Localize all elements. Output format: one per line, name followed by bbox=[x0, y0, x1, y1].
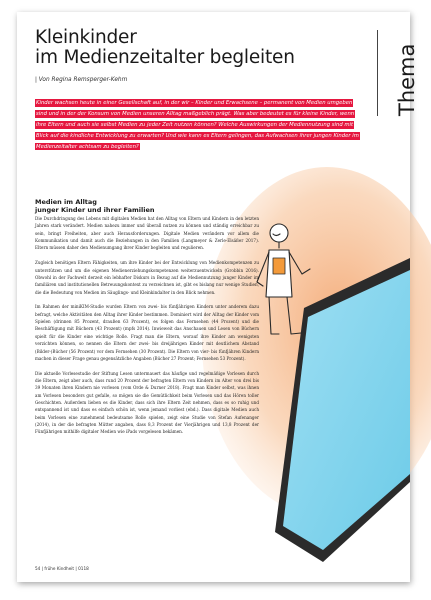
body-paragraph-2: Zugleich benötigen Eltern Fähigkeiten, um ihre Kinder bei der Entwicklung von Medienkompetenzen zu unterstützen und um die eigenen Medienerziehungskompetenzen weiterzuentwickeln (Grobbin 2016). Obwohl in der Fachwelt derzeit ein lebhafter Diskurs in Bezug auf die Mediennutzung junger Kinder im familiären und institutionellen Betreuungskontext zu verzeichnen ist, gibt es bislang nur wenige Studien, die die Bedeutung von Medien im Säuglings- und Kleinkindalter in den Blick nehmen. bbox=[35, 260, 259, 295]
section-heading-line-2: junger Kinder und ihrer Familien bbox=[35, 206, 155, 214]
author-byline: | Von Regina Remsperger-Kehm bbox=[35, 77, 128, 83]
body-paragraph-3: Im Rahmen der miniKIM-Studie wurden Eltern von zwei- bis fünfjährigen Kindern unter anderem dazu befragt, welche Aktivitäten den Alltag ihrer Kinder bestimmen. Dominiert wird der Alltag der Kinder vom Spielen (drinnen 85 Prozent, draußen 63 Prozent), es folgen das Fernsehen (44 Prozent) und die Beschäftigung mit Büchern (43 Prozent) (mpfs 2014). Inwieweit das Anschauen und Lesen von Büchern spielt für die Kinder eine wichtige Rolle. Fragt man die Eltern, worauf ihre Kinder am wenigsten verzichten können, so nennen die Eltern der zwei- bis dreijährigen Kinder mit deutlichem Abstand (Bilder-)Bücher (56 Prozent) vor dem Fernsehen (30 Prozent). Die Eltern von vier- bis fünfjähren Kindern machen in dieser Frage genau gegensätzliche Angaben (Bücher 27 Prozent; Fernsehen 53 Prozent). bbox=[35, 304, 259, 361]
lead-highlight: Kinder wachsen heute in einer Gesellschaft auf, in der wir – Kinder und Erwachsene – permanent von Medien umgeben sind und in der der Konsum von Medien unseren Alltag maßgeblich prägt. Was aber bedeutet es für kleine Kinder, wenn ihre Eltern und auch sie selbst Medien zu jeder Zeit nutzen können? Welche Auswirkungen der Mediennutzung sind mit Blick auf die kindliche Entwicklung zu erwarten? Und wie kann es Eltern gelingen, das Aufwachsen ihrer jungen Kinder im Medienzeitalter achtsam zu begleiten? bbox=[36, 100, 359, 150]
section-heading-line-1: Medien im Alltag bbox=[35, 198, 97, 206]
section-label: Thema bbox=[395, 43, 419, 116]
page-footer: 54 | frühe Kindheit | 0118 bbox=[35, 566, 89, 571]
title-line-1: Kleinkinder bbox=[35, 27, 137, 48]
section-heading bbox=[35, 198, 259, 214]
body-paragraph-1: Die Durchdringung des Lebens mit digitalen Medien hat den Alltag von Eltern und Kindern in den letzten Jahren stark verändert. Medien nahezu immer und überall nutzen zu können und ständig erreichbar zu sein, bringt Freiheiten, aber auch Herausforderungen. Digitale Medien verändern vor allem die Kommunikation und damit auch die Beziehungen in den Familien (Langmeyer & Zerle-Elsäßer 2017). Eltern müssen daher den Medienumgang ihrer Kinder begleiten und regulieren. bbox=[35, 216, 259, 251]
article-body bbox=[35, 198, 259, 443]
magazine-page bbox=[17, 12, 419, 582]
title-line-2: im Medienzeitalter begleiten bbox=[35, 47, 295, 68]
body-paragraph-4: Die aktuelle Vorlesestudie der Stiftung Lesen untermauert das häufige und regelmäßige Vorlesen durch die Eltern, zeigt aber auch, dass rund 20 Prozent der befragten Eltern von Kindern im Alter von drei bis 39 Monaten ihren Kindern nie vorlesen (vom Orde & Durner 2018). Fragt man Kinder selbst, was ihnen am Vorlesen besonders gut gefalle, so mögen sie die Gemütlichkeit beim Vorlesen und das Hören toller Geschichten. Außerdem lieben es die Kinder, dass sich ihre Eltern Zeit nehmen, dass es so ruhig und entspannend ist und dass es einfach schön ist, wenn jemand vorliest (ebd.). Dass digitale Medien auch beim Vorlesen eine zunehmend bedeutsame Rolle spielen, zeigt eine Studie von Stefan Aufenanger (2014), in der die befragten Mütter angaben, dass 8,3 Prozent der Vierjährigen und 13,8 Prozent der Fünfjährigen mithilfe digitaler Medien wie iPads vorgelesen bekämen. bbox=[35, 370, 259, 435]
